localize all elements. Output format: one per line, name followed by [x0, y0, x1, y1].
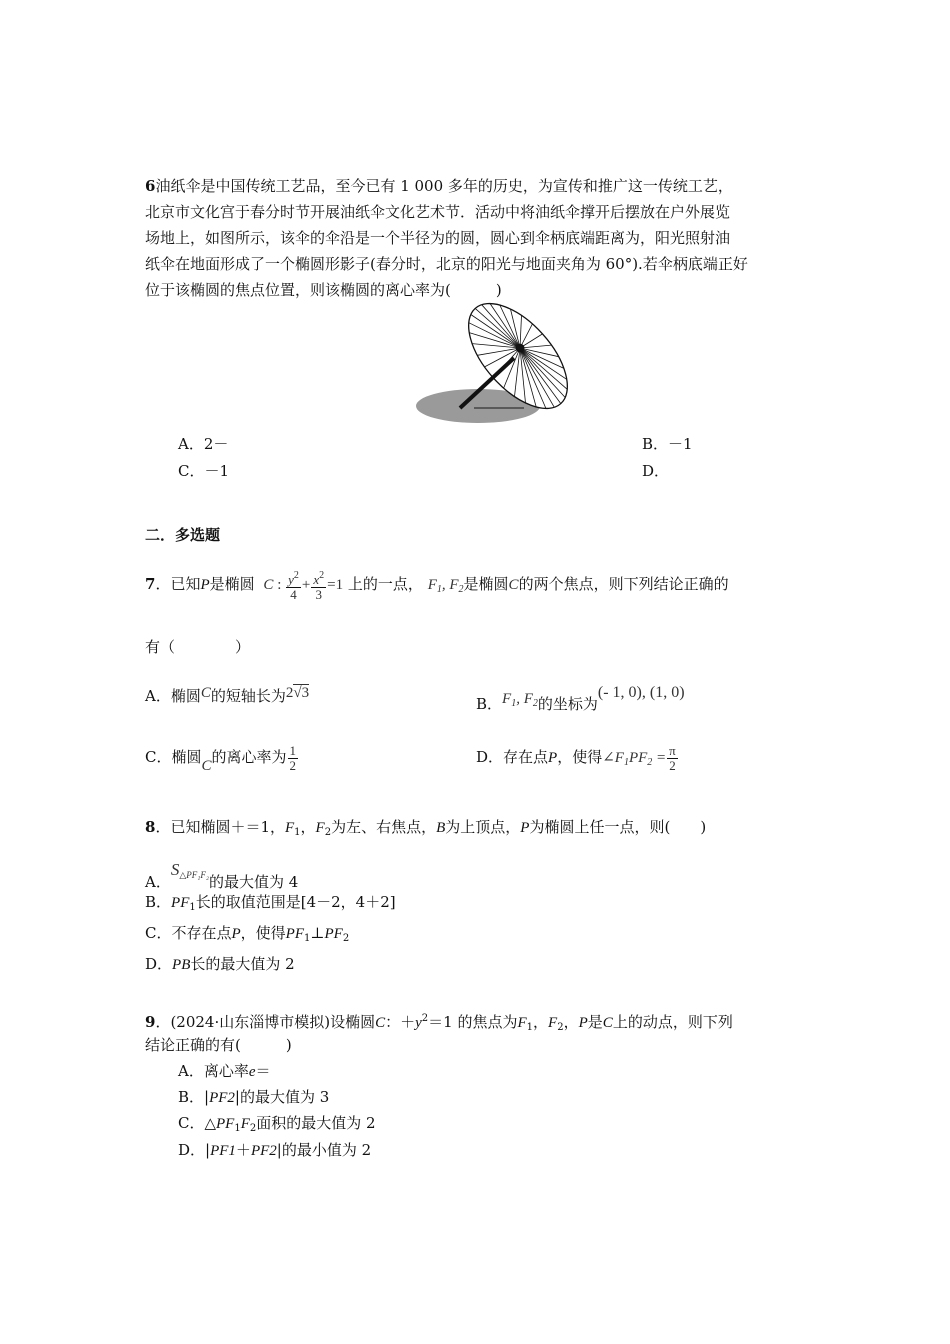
q7-option-d[interactable]: D．存在点P，使得$\angle F_1PF_2$ = $\frac{\pi}{2}$: [476, 742, 676, 773]
q8-option-c[interactable]: C．不存在点P，使得$PF_1\perp PF_2$: [145, 924, 350, 944]
q7-number: 7: [145, 575, 156, 593]
section-heading: 二．多选题: [145, 526, 221, 544]
umbrella-figure: [412, 302, 572, 426]
q6-line4: 纸伞在地面形成了一个椭圆形影子(春分时，北京的阳光与地面夹角为 60°).若伞柄底端正好: [145, 255, 748, 273]
q6-line3: 场地上，如图所示，该伞的伞沿是一个半径为的圆，圆心到伞柄底端距离为，阳光照射油: [145, 229, 731, 247]
q6-option-c[interactable]: C．－1: [178, 462, 230, 480]
q8-option-b[interactable]: B．$PF_1$长的取值范围是[4－2，4＋2]: [145, 893, 396, 913]
q8-line1: 8．已知椭圆＋＝1，$F_1$，$F_2$为左、右焦点，B为上顶点，P为椭圆上任一点，则( ): [145, 818, 707, 838]
q7-ellipse-equation: C : $\frac{y^2}{4}$ + $\frac{x^2}{3}$ =1: [263, 570, 344, 603]
q7-option-b[interactable]: B．$F_1$, $F_2$的坐标为(- 1, 0), (1, 0): [476, 684, 685, 713]
q6-option-a[interactable]: A．2－: [178, 435, 229, 453]
q9-line2: 结论正确的有( ): [145, 1036, 292, 1054]
q6-line1: [145, 175, 733, 197]
q9-option-a[interactable]: A．离心率e＝: [178, 1062, 271, 1080]
q8-option-d[interactable]: D．PB长的最大值为 2: [145, 955, 295, 973]
q7-line2: 有（ ）: [145, 638, 251, 656]
q9-option-c[interactable]: C．$\triangle PF_1F_2$面积的最大值为 2: [178, 1114, 376, 1134]
q7-option-a[interactable]: A．椭圆C的短轴长为2√3: [145, 685, 310, 705]
q6-line1-text: 油纸伞是中国传统工艺品，至今已有 1 000 多年的历史，为宣传和推广这一传统工艺，: [155, 177, 733, 195]
q6-line5: 位于该椭圆的焦点位置，则该椭圆的离心率为( ): [145, 281, 502, 299]
q6-line2: 北京市文化宫于春分时节开展油纸伞文化艺术节．活动中将油纸伞撑开后摆放在户外展览: [145, 203, 731, 221]
q8-number: 8: [145, 818, 156, 836]
q7-foci: $F_1$, $F_2$: [427, 577, 464, 595]
q9-number: 9: [145, 1013, 156, 1031]
umbrella-hub: [516, 344, 524, 352]
q8-option-a[interactable]: A．$S_{\triangle PF_1F_2}$的最大值为 4: [145, 860, 299, 891]
q6-number: 6: [145, 177, 156, 195]
q7-option-c[interactable]: C．椭圆C的离心率为 $\frac{1}{2}$: [145, 742, 297, 774]
q6-option-b[interactable]: B．－1: [642, 435, 693, 453]
q9-line1: 9．(2024·山东淄博市模拟)设椭圆C：$+y^2=1$ 的焦点为$F_1$，$F_2$，P是C上的动点，则下列: [145, 1013, 733, 1033]
q7-line1: 7．已知P是椭圆 C : $\frac{y^2}{4}$ + $\frac{x^2}{3}$ =1 上的一点， $F_1$, $F_2$是椭圆C的两个焦点，则下列结论正确的: [145, 570, 729, 603]
q6-option-d[interactable]: D．: [642, 462, 670, 480]
q9-option-b[interactable]: B．|PF2|的最大值为 3: [178, 1088, 330, 1106]
q9-option-d[interactable]: D．|PF1＋PF2|的最小值为 2: [178, 1141, 372, 1159]
